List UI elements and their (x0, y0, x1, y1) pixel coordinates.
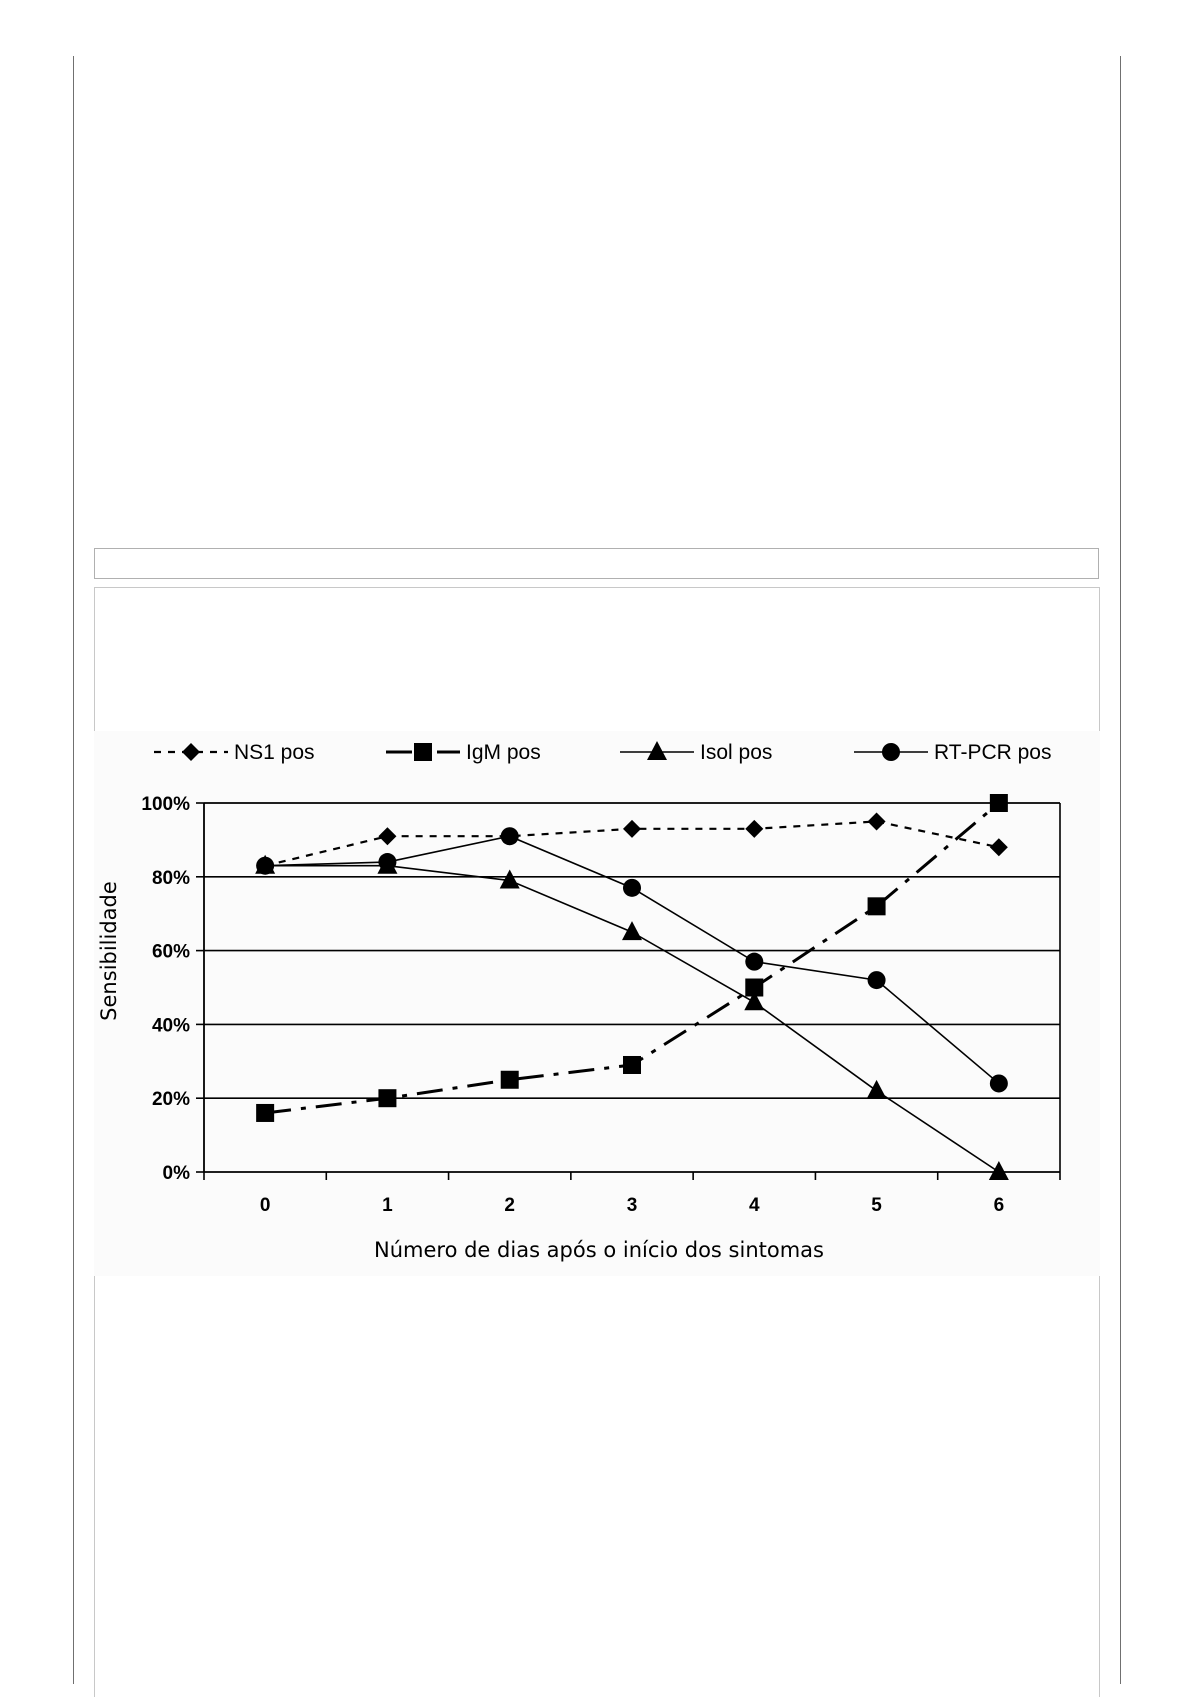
x-tick-label: 4 (748, 1195, 760, 1216)
legend-item-igm-pos (386, 741, 541, 764)
data-point-isol-pos (989, 1161, 1009, 1180)
x-tick-label: 1 (382, 1195, 393, 1216)
legend-item-ns1-pos (154, 741, 315, 764)
chart-tick-labels (141, 794, 1004, 1216)
y-tick-label: 40% (151, 1015, 190, 1037)
x-tick-label: 0 (259, 1195, 271, 1216)
y-tick-label: 100% (141, 794, 190, 815)
legend-label: Isol pos (700, 741, 773, 764)
sensitivity-line-chart (94, 731, 1100, 1276)
data-point-ns1-pos (378, 827, 396, 845)
data-point-igm-pos (378, 1089, 396, 1107)
series-igm-pos (256, 794, 1008, 1122)
y-axis-title: Sensibilidade (97, 881, 121, 1021)
x-tick-label: 3 (626, 1195, 638, 1216)
legend-item-isol-pos (620, 741, 772, 764)
x-tick-label: 2 (504, 1195, 516, 1216)
data-point-rt-pcr-pos (378, 853, 396, 871)
legend-label: RT-PCR pos (934, 741, 1052, 764)
data-point-rt-pcr-pos (745, 953, 763, 971)
data-point-isol-pos (622, 921, 642, 940)
page-left-rule (73, 56, 74, 1684)
data-point-igm-pos (868, 897, 886, 915)
y-tick-label: 80% (151, 867, 190, 889)
chart-series (255, 794, 1009, 1180)
data-point-igm-pos (990, 794, 1008, 812)
data-point-rt-pcr-pos (501, 827, 519, 845)
legend-marker (182, 743, 200, 761)
data-point-ns1-pos (990, 838, 1008, 856)
data-point-rt-pcr-pos (623, 879, 641, 897)
y-tick-label: 0% (162, 1163, 190, 1184)
series-rt-pcr-pos (256, 827, 1008, 1092)
chart-canvas (94, 731, 1100, 1276)
data-point-rt-pcr-pos (256, 857, 274, 875)
legend-label: IgM pos (466, 741, 541, 764)
data-point-ns1-pos (623, 820, 641, 838)
x-tick-label: 5 (871, 1195, 882, 1216)
data-point-rt-pcr-pos (868, 971, 886, 989)
y-tick-label: 60% (151, 941, 190, 963)
legend-item-rt-pcr-pos (854, 741, 1051, 764)
data-point-igm-pos (256, 1104, 274, 1122)
data-point-ns1-pos (868, 812, 886, 830)
x-tick-label: 6 (993, 1195, 1005, 1216)
caption-box (94, 548, 1099, 579)
series-line-isol-pos (265, 866, 999, 1172)
data-point-rt-pcr-pos (990, 1074, 1008, 1092)
y-tick-label: 20% (151, 1089, 190, 1111)
legend-label: NS1 pos (234, 741, 315, 764)
data-point-igm-pos (623, 1056, 641, 1074)
x-axis-title: Número de dias após o início dos sintomas (374, 1238, 824, 1262)
legend-marker (414, 743, 432, 761)
legend-marker (647, 741, 667, 760)
chart-legend (154, 741, 1051, 764)
series-isol-pos (255, 855, 1009, 1180)
data-point-isol-pos (867, 1080, 887, 1099)
page-right-rule (1120, 56, 1121, 1684)
data-point-igm-pos (501, 1071, 519, 1089)
series-line-rt-pcr-pos (265, 836, 999, 1083)
legend-marker (882, 743, 900, 761)
data-point-ns1-pos (745, 820, 763, 838)
